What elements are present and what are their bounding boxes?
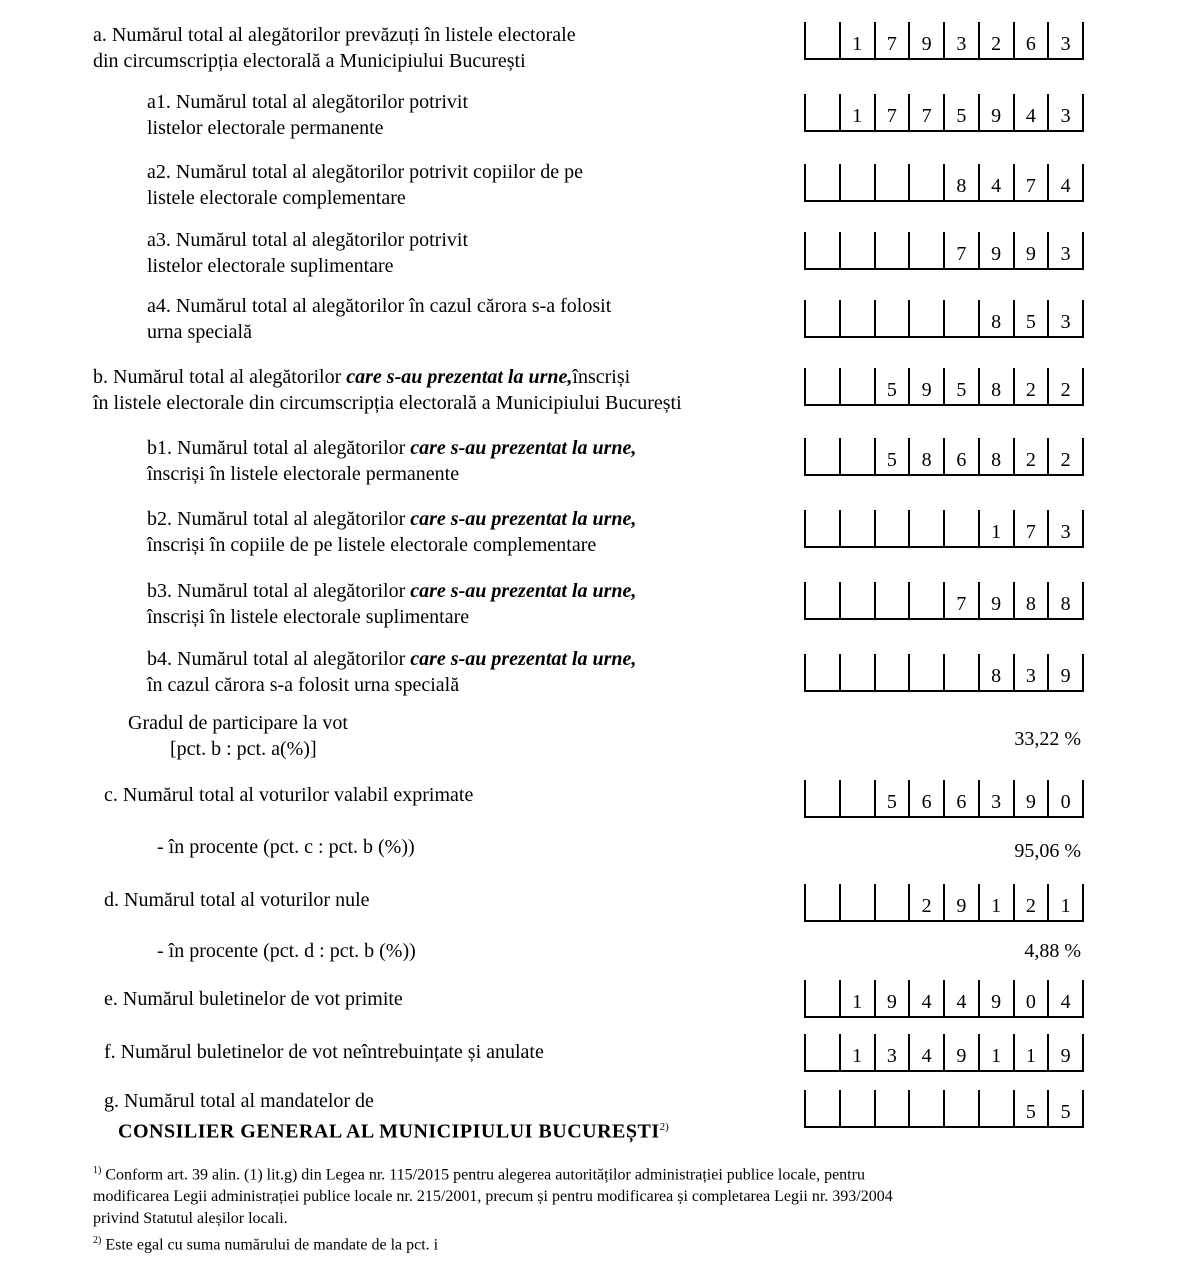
digit-cell	[839, 884, 874, 920]
digit-cell: 3	[978, 780, 1013, 816]
digit-cell	[943, 300, 978, 336]
row-a1-label	[147, 89, 468, 141]
row-b1-label	[147, 435, 636, 487]
label-line: a. Numărul total al alegătorilor prevăzuți în listele electorale	[93, 24, 576, 46]
digit-cell	[874, 232, 909, 268]
row-b3-label	[147, 578, 636, 630]
label-line: e. Numărul buletinelor de vot primite	[104, 988, 403, 1010]
label-line: listelor electorale suplimentare	[147, 255, 394, 277]
digit-cell: 9	[1013, 780, 1048, 816]
digit-cell	[874, 654, 909, 690]
digit-cell: 1	[839, 94, 874, 130]
row-a4-label	[147, 293, 611, 345]
digit-cell: 2	[1047, 438, 1084, 474]
g-title-sup: 2)	[659, 1121, 669, 1133]
digit-cell	[839, 654, 874, 690]
digit-cell: 3	[1047, 510, 1084, 546]
digit-cell: 5	[874, 368, 909, 404]
digit-cell	[839, 368, 874, 404]
digit-cell	[874, 510, 909, 546]
row-d-label	[104, 887, 370, 913]
participation-label: Gradul de participare la vot	[128, 712, 348, 734]
digit-cell: 6	[1013, 22, 1048, 58]
digit-cell	[943, 654, 978, 690]
digit-cell: 4	[1047, 164, 1084, 200]
digit-cell: 5	[874, 780, 909, 816]
digit-cell	[839, 1090, 874, 1126]
digit-cell: 9	[978, 582, 1013, 618]
digit-cell: 1	[978, 1034, 1013, 1070]
label-line: în listele electorale din circumscripția electorală a Municipiului București	[93, 392, 682, 414]
digit-cell: 5	[943, 94, 978, 130]
digit-cell	[908, 582, 943, 618]
digit-cell: 3	[1013, 654, 1048, 690]
digit-cell: 9	[978, 232, 1013, 268]
digit-cell	[804, 884, 839, 920]
digit-cell: 1	[978, 510, 1013, 546]
row-a2-digit-boxes	[804, 164, 1084, 202]
digit-cell	[908, 300, 943, 336]
digit-cell	[874, 300, 909, 336]
digit-cell: 4	[978, 164, 1013, 200]
digit-cell	[804, 232, 839, 268]
digit-cell: 2	[978, 22, 1013, 58]
digit-cell: 2	[1013, 368, 1048, 404]
digit-cell: 8	[978, 438, 1013, 474]
label-line: înscriși în listele electorale permanente	[147, 463, 460, 485]
digit-cell	[804, 510, 839, 546]
label-line: a1. Numărul total al alegătorilor potrivit	[147, 91, 469, 113]
footnote-2	[93, 1230, 1093, 1256]
footnote-2-text: Este egal cu suma numărului de mandate de la pct. i	[105, 1236, 439, 1254]
label-line: înscriși în copiile de pe listele electorale complementare	[147, 534, 597, 556]
row-a1-digit-boxes	[804, 94, 1084, 132]
row-a3-digit-boxes	[804, 232, 1084, 270]
digit-cell: 8	[978, 300, 1013, 336]
digit-cell: 7	[943, 582, 978, 618]
digit-cell: 7	[908, 94, 943, 130]
digit-cell: 9	[943, 1034, 978, 1070]
label-line: c. Numărul total al voturilor valabil exprimate	[104, 784, 474, 806]
digit-cell	[908, 510, 943, 546]
digit-cell: 9	[978, 94, 1013, 130]
label-line: a2. Numărul total al alegătorilor potrivit copiilor de pe	[147, 161, 583, 183]
digit-cell: 7	[874, 94, 909, 130]
digit-cell	[804, 438, 839, 474]
row-b1-digit-boxes	[804, 438, 1084, 476]
label-line: listelor electorale permanente	[147, 117, 384, 139]
label-line: g. Numărul total al mandatelor de	[104, 1090, 374, 1112]
digit-cell	[804, 22, 839, 58]
participation-formula: [pct. b : pct. a(%)]	[170, 738, 317, 760]
row-f-label	[104, 1039, 544, 1065]
digit-cell	[943, 510, 978, 546]
label-line: b1. Numărul total al alegătorilor care s-au prezentat la urne,	[147, 437, 637, 459]
footnote-1-text: Conform art. 39 alin. (1) lit.g) din Legea nr. 115/2015 pentru alegerea autorităților administrației publice locale, pentru	[105, 1166, 865, 1184]
digit-cell	[908, 164, 943, 200]
digit-cell	[804, 654, 839, 690]
row-b-digit-boxes	[804, 368, 1084, 406]
digit-cell	[908, 232, 943, 268]
digit-cell: 5	[943, 368, 978, 404]
digit-cell: 9	[1047, 654, 1084, 690]
digit-cell: 3	[943, 22, 978, 58]
digit-cell	[804, 1090, 839, 1126]
digit-cell: 9	[908, 22, 943, 58]
digit-cell: 2	[1013, 438, 1048, 474]
digit-cell: 9	[1047, 1034, 1084, 1070]
row-b4-label	[147, 646, 636, 698]
digit-cell: 4	[1047, 980, 1084, 1016]
row-a2-label	[147, 159, 583, 211]
digit-cell	[978, 1090, 1013, 1126]
label-line: f. Numărul buletinelor de vot neîntrebuințate și anulate	[104, 1041, 544, 1063]
digit-cell: 9	[1013, 232, 1048, 268]
digit-cell: 9	[943, 884, 978, 920]
row-c-label	[104, 782, 473, 808]
row-d-digit-boxes	[804, 884, 1084, 922]
digit-cell: 4	[908, 980, 943, 1016]
digit-cell	[908, 1090, 943, 1126]
digit-cell: 3	[1047, 232, 1084, 268]
digit-cell: 6	[943, 780, 978, 816]
digit-cell: 4	[908, 1034, 943, 1070]
participation-value: 33,22 %	[1014, 728, 1081, 750]
digit-cell	[874, 1090, 909, 1126]
digit-cell	[839, 164, 874, 200]
digit-cell: 8	[908, 438, 943, 474]
digit-cell: 3	[1047, 300, 1084, 336]
digit-cell: 7	[1013, 164, 1048, 200]
digit-cell: 9	[908, 368, 943, 404]
digit-cell	[839, 780, 874, 816]
row-e-digit-boxes	[804, 980, 1084, 1018]
percent-c-value: 95,06 %	[1014, 840, 1081, 862]
row-f-digit-boxes	[804, 1034, 1084, 1072]
digit-cell	[943, 1090, 978, 1126]
g-title-text: CONSILIER GENERAL AL MUNICIPIULUI BUCUREȘTI	[118, 1120, 660, 1143]
label-line: din circumscripția electorală a Municipiului București	[93, 50, 526, 72]
digit-cell: 1	[978, 884, 1013, 920]
label-line: b3. Numărul total al alegătorilor care s-au prezentat la urne,	[147, 580, 637, 602]
percent-c-label: - în procente (pct. c : pct. b (%))	[157, 836, 415, 858]
digit-cell	[804, 980, 839, 1016]
digit-cell: 8	[1047, 582, 1084, 618]
digit-cell	[804, 368, 839, 404]
label-line: b4. Numărul total al alegătorilor care s-au prezentat la urne,	[147, 648, 637, 670]
digit-cell: 4	[943, 980, 978, 1016]
footnote-1-text-3: privind Statutul aleșilor locali.	[93, 1210, 288, 1228]
digit-cell	[804, 582, 839, 618]
digit-cell: 2	[1013, 884, 1048, 920]
label-line: înscriși în listele electorale suplimentare	[147, 606, 470, 628]
row-g-digit-boxes	[804, 1090, 1084, 1128]
digit-cell: 2	[1047, 368, 1084, 404]
digit-cell: 5	[874, 438, 909, 474]
digit-cell: 0	[1047, 780, 1084, 816]
row-b3-digit-boxes	[804, 582, 1084, 620]
digit-cell: 1	[839, 22, 874, 58]
label-line: a3. Numărul total al alegătorilor potrivit	[147, 229, 469, 251]
digit-cell	[874, 164, 909, 200]
row-c-digit-boxes	[804, 780, 1084, 818]
label-line: în cazul cărora s-a folosit urna specială	[147, 674, 460, 696]
digit-cell: 3	[1047, 94, 1084, 130]
digit-cell: 3	[874, 1034, 909, 1070]
digit-cell	[839, 438, 874, 474]
percent-d-label: - în procente (pct. d : pct. b (%))	[157, 940, 416, 962]
row-b-label	[93, 364, 682, 416]
percent-d-value: 4,88 %	[1024, 940, 1081, 962]
g-title-line	[118, 1114, 669, 1145]
digit-cell: 1	[839, 1034, 874, 1070]
digit-cell: 1	[839, 980, 874, 1016]
digit-cell: 8	[978, 368, 1013, 404]
row-b2-label	[147, 506, 636, 558]
digit-cell: 7	[1013, 510, 1048, 546]
digit-cell: 6	[908, 780, 943, 816]
digit-cell	[839, 232, 874, 268]
digit-cell	[804, 164, 839, 200]
label-line: a4. Numărul total al alegătorilor în cazul cărora s-a folosit	[147, 295, 612, 317]
digit-cell: 3	[1047, 22, 1084, 58]
digit-cell: 8	[978, 654, 1013, 690]
digit-cell: 5	[1013, 1090, 1048, 1126]
digit-cell: 1	[1047, 884, 1084, 920]
digit-cell: 5	[1013, 300, 1048, 336]
label-line: d. Numărul total al voturilor nule	[104, 889, 370, 911]
digit-cell	[874, 582, 909, 618]
digit-cell: 5	[1047, 1090, 1084, 1126]
digit-cell: 6	[943, 438, 978, 474]
digit-cell: 7	[943, 232, 978, 268]
row-a4-digit-boxes	[804, 300, 1084, 338]
footnote-1-text-2: modificarea Legii administrației publice locale nr. 215/2001, precum și pentru modificarea și completarea Legii nr. 393/2004	[93, 1188, 893, 1206]
digit-cell: 9	[874, 980, 909, 1016]
row-b2-digit-boxes	[804, 510, 1084, 548]
digit-cell: 4	[1013, 94, 1048, 130]
digit-cell	[839, 582, 874, 618]
label-line: listele electorale complementare	[147, 187, 406, 209]
digit-cell	[839, 510, 874, 546]
row-e-label	[104, 986, 403, 1012]
digit-cell: 2	[908, 884, 943, 920]
digit-cell: 9	[978, 980, 1013, 1016]
footnote-2-mark: 2)	[93, 1235, 102, 1247]
row-b4-digit-boxes	[804, 654, 1084, 692]
footnote-1-mark: 1)	[93, 1165, 102, 1176]
footnotes	[93, 1160, 1093, 1257]
row-a3-label	[147, 227, 468, 279]
label-line: b2. Numărul total al alegătorilor care s-au prezentat la urne,	[147, 508, 637, 530]
digit-cell	[874, 884, 909, 920]
digit-cell	[804, 1034, 839, 1070]
digit-cell	[804, 780, 839, 816]
digit-cell	[804, 300, 839, 336]
row-a-digit-boxes	[804, 22, 1084, 60]
digit-cell	[839, 300, 874, 336]
row-g-label	[104, 1088, 374, 1114]
digit-cell: 7	[874, 22, 909, 58]
row-a-label	[93, 22, 576, 74]
digit-cell: 8	[1013, 582, 1048, 618]
digit-cell: 0	[1013, 980, 1048, 1016]
digit-cell	[908, 654, 943, 690]
digit-cell: 8	[943, 164, 978, 200]
label-line: urna specială	[147, 321, 252, 343]
digit-cell: 1	[1013, 1034, 1048, 1070]
digit-cell	[804, 94, 839, 130]
footnote-1	[93, 1160, 1093, 1186]
label-line: b. Numărul total al alegătorilor care s-au prezentat la urne,înscriși	[93, 366, 631, 388]
